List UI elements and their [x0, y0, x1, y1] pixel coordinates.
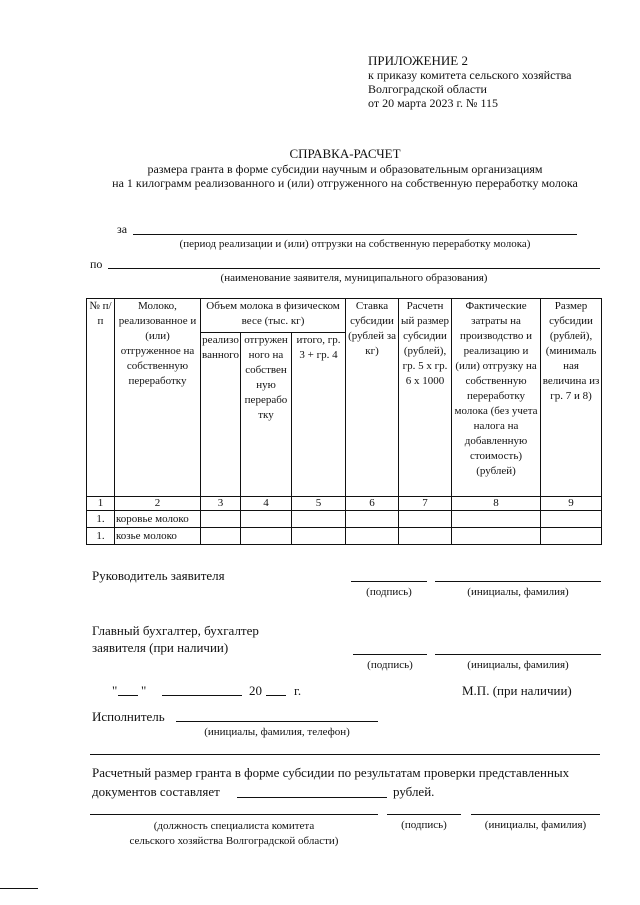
head-signature-caption: (подпись) — [366, 586, 412, 598]
header-total: итого, гр. 3 + гр. 4 — [292, 333, 346, 497]
appendix-order-line3: от 20 марта 2023 г. № 115 — [368, 96, 499, 110]
accountant-initials-caption: (инициалы, фамилия) — [467, 659, 569, 671]
appendix-block — [368, 54, 572, 110]
footnote-rule — [0, 888, 38, 889]
accountant-signature-line[interactable] — [353, 654, 427, 655]
appendix-order-line1: к приказу комитета сельского хозяйства — [368, 68, 572, 82]
period-label: за — [117, 222, 128, 236]
header-number: № п/п — [87, 299, 115, 497]
cell-costs[interactable] — [452, 511, 541, 528]
row-milk-name: коровье молоко — [115, 511, 201, 528]
cell-sold[interactable] — [201, 528, 241, 545]
date-year-line[interactable] — [266, 695, 286, 696]
date-day-line[interactable] — [118, 695, 138, 696]
header-amount: Размер субсидии (рублей), (минималь ная величина из гр. 7 и 8) — [541, 299, 602, 497]
specialist-initials-line[interactable] — [471, 814, 600, 815]
header-milk: Молоко, реализованное и (или) отгруженное на собственную переработку — [115, 299, 201, 497]
table-row — [87, 511, 602, 528]
column-number: 5 — [292, 497, 346, 511]
document-subtitle — [0, 162, 640, 190]
cell-sold[interactable] — [201, 511, 241, 528]
applicant-label: по — [90, 257, 103, 271]
cell-shipped[interactable] — [241, 528, 292, 545]
applicant-input-line[interactable] — [108, 268, 600, 269]
document-title: СПРАВКА-РАСЧЕТ — [289, 146, 401, 161]
cell-shipped[interactable] — [241, 511, 292, 528]
header-calculated: Расчетн ый размер субсидии (рублей), гр. 5 x гр. 6 x 1000 — [399, 299, 452, 497]
head-label: Руководитель заявителя — [92, 568, 225, 583]
grant-currency: рублей. — [393, 784, 435, 799]
header-costs: Фактические затраты на производство и реализацию и (или) отгрузку на собственную переработку молока (без учета налога на добавленную стоимость) (рублей) — [452, 299, 541, 497]
column-number: 1 — [87, 497, 115, 511]
cell-rate[interactable] — [346, 511, 399, 528]
column-number: 2 — [115, 497, 201, 511]
cell-total[interactable] — [292, 528, 346, 545]
document-subtitle-line1: размера гранта в форме субсидии научным и образовательным организациям — [147, 162, 543, 176]
footer-text-line2: документов составляет — [92, 784, 220, 799]
executor-input-line[interactable] — [176, 721, 378, 722]
date-quote-open: " — [112, 683, 118, 698]
specialist-signature-caption: (подпись) — [401, 819, 447, 831]
date-year-suffix: г. — [294, 683, 302, 698]
date-quote-close: " — [141, 683, 147, 698]
document-subtitle-line2: на 1 килограмм реализованного и (или) отгруженного на собственную переработку молока — [112, 176, 578, 190]
head-initials-line[interactable] — [435, 581, 601, 582]
footer-text-line1: Расчетный размер гранта в форме субсидии по результатам проверки представленных — [92, 765, 570, 780]
header-volume: Объем молока в физическом весе (тыс. кг) — [201, 299, 346, 333]
accountant-initials-line[interactable] — [435, 654, 601, 655]
head-initials-caption: (инициалы, фамилия) — [467, 586, 569, 598]
accountant-label-line1: Главный бухгалтер, бухгалтер — [92, 623, 259, 638]
column-number: 6 — [346, 497, 399, 511]
accountant-label-line2: заявителя (при наличии) — [92, 640, 229, 655]
specialist-signature-line[interactable] — [387, 814, 461, 815]
accountant-signature-caption: (подпись) — [367, 659, 413, 671]
cell-calculated[interactable] — [399, 511, 452, 528]
date-month-line[interactable] — [162, 695, 242, 696]
header-sold: реализо ванного — [201, 333, 241, 497]
subsidy-table — [86, 298, 602, 545]
row-number: 1. — [87, 511, 115, 528]
table-row — [87, 528, 602, 545]
specialist-position-caption-line2: сельского хозяйства Волгоградской области) — [129, 835, 339, 847]
head-signature-line[interactable] — [351, 581, 427, 582]
appendix-order-line2: Волгоградской области — [368, 82, 487, 96]
cell-calculated[interactable] — [399, 528, 452, 545]
cell-costs[interactable] — [452, 528, 541, 545]
accountant-label — [92, 622, 259, 656]
cell-amount[interactable] — [541, 511, 602, 528]
specialist-position-caption-line1: (должность специалиста комитета — [153, 820, 315, 832]
column-numbers-row — [87, 497, 602, 511]
specialist-position-line[interactable] — [90, 814, 378, 815]
executor-label: Исполнитель — [92, 709, 165, 724]
specialist-position-caption — [90, 819, 378, 849]
row-milk-name: козье молоко — [115, 528, 201, 545]
column-number: 8 — [452, 497, 541, 511]
cell-rate[interactable] — [346, 528, 399, 545]
column-number: 9 — [541, 497, 602, 511]
header-shipped: отгружен ного на собствен ную перерабо тку — [241, 333, 292, 497]
appendix-title: ПРИЛОЖЕНИЕ 2 — [368, 53, 468, 68]
executor-caption: (инициалы, фамилия, телефон) — [204, 726, 350, 738]
specialist-initials-caption: (инициалы, фамилия) — [484, 819, 587, 831]
grant-amount-line[interactable] — [237, 797, 387, 798]
cell-total[interactable] — [292, 511, 346, 528]
column-number: 3 — [201, 497, 241, 511]
date-year-prefix: 20 — [249, 683, 262, 698]
section-divider — [90, 754, 600, 755]
applicant-caption: (наименование заявителя, муниципального образования) — [220, 272, 488, 284]
period-caption: (период реализации и (или) отгрузки на собственную переработку молока) — [179, 238, 531, 250]
column-number: 4 — [241, 497, 292, 511]
row-number: 1. — [87, 528, 115, 545]
cell-amount[interactable] — [541, 528, 602, 545]
column-number: 7 — [399, 497, 452, 511]
stamp-label: М.П. (при наличии) — [462, 683, 572, 698]
period-input-line[interactable] — [133, 234, 577, 235]
header-rate: Ставка субсидии (рублей за кг) — [346, 299, 399, 497]
